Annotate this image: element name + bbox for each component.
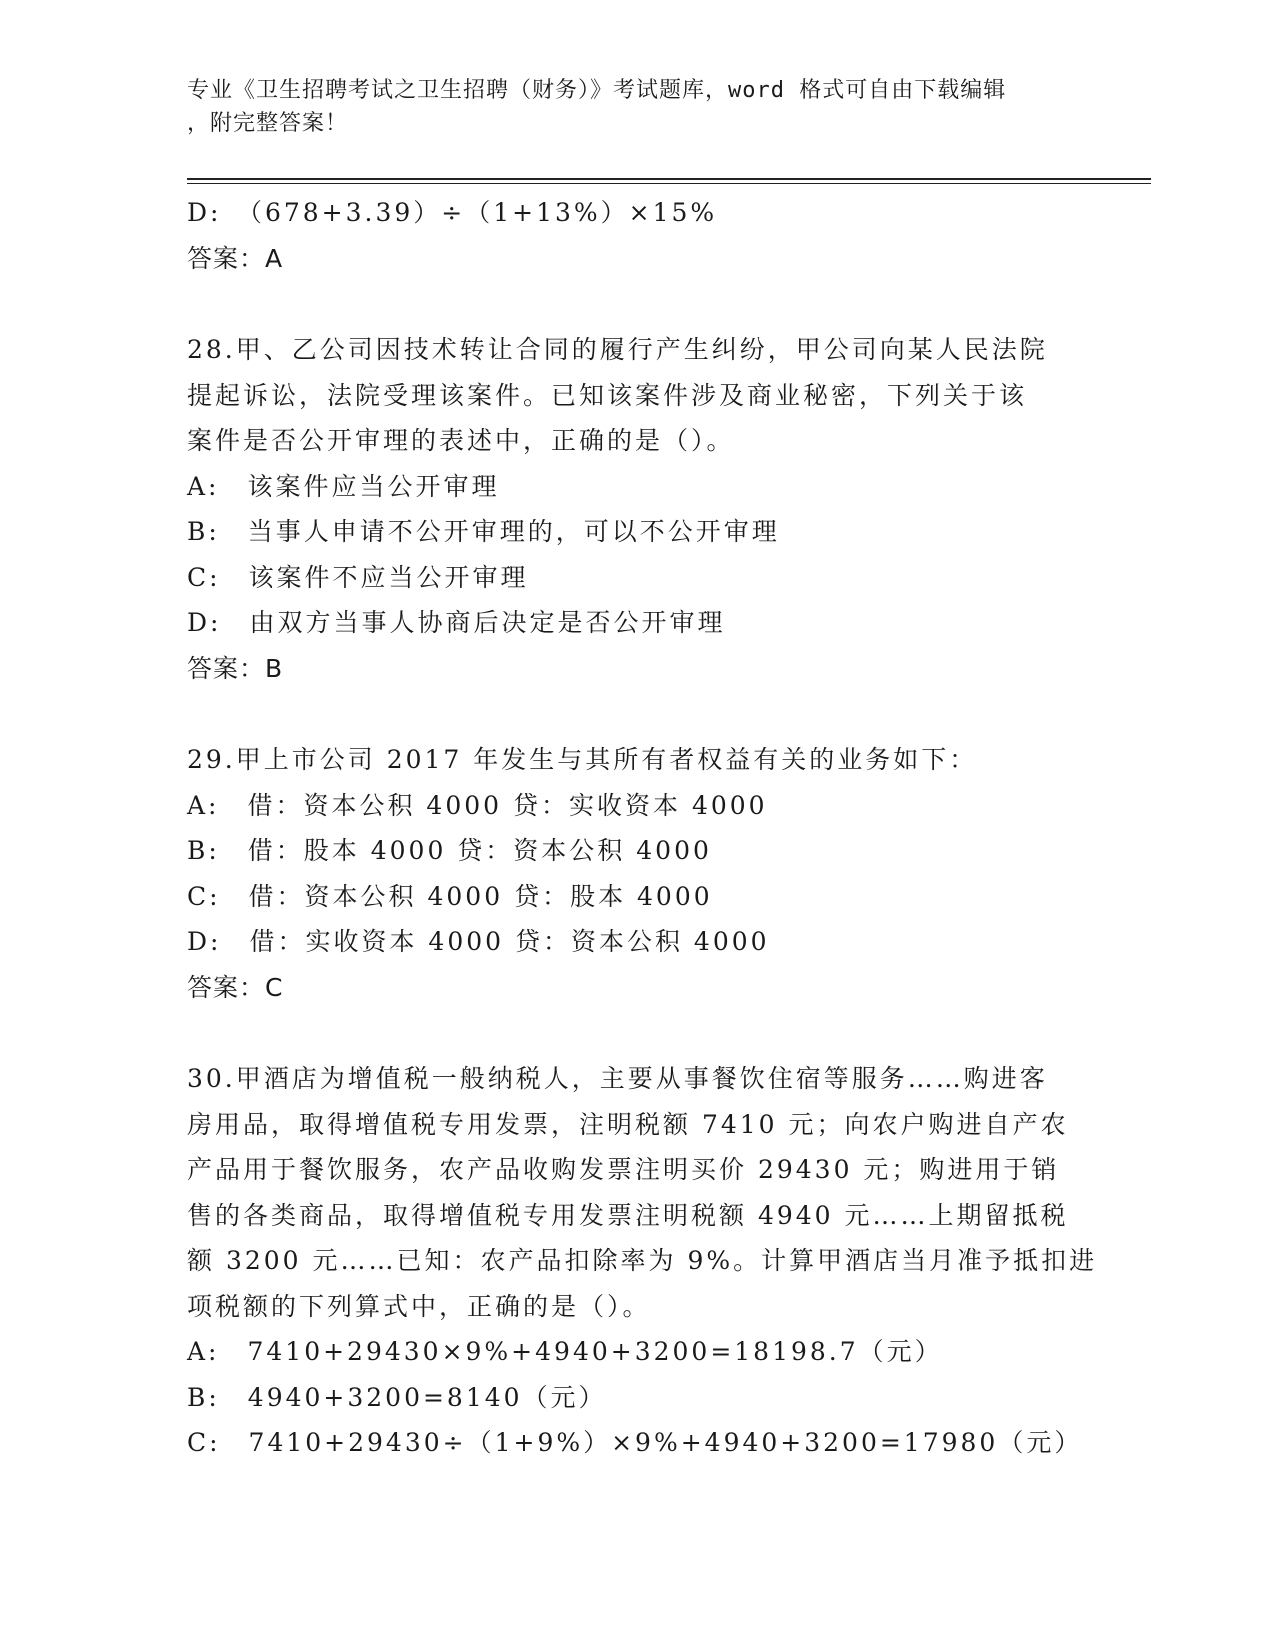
option-a: A: 借：资本公积 4000 贷：实收资本 4000 [187, 790, 768, 820]
question-30 [187, 1056, 1098, 1466]
question-text-line: 提起诉讼，法院受理该案件。已知该案件涉及商业秘密，下列关于该 [187, 380, 1028, 410]
document-body [187, 190, 1098, 1466]
question-text-line: 29.甲上市公司 2017 年发生与其所有者权益有关的业务如下： [187, 745, 978, 774]
header-rule-thin [187, 183, 1151, 184]
header-rule-thick [187, 178, 1151, 180]
option-d: D: 借：实收资本 4000 贷：资本公积 4000 [187, 927, 770, 956]
option-b: B: 借：股本 4000 贷：资本公积 4000 [187, 836, 712, 865]
answer-line: 答案：A [187, 243, 284, 273]
spacer [187, 1010, 1087, 1056]
option-a: A: 7410+29430×9%+4940+3200=18198.7（元） [187, 1337, 943, 1366]
question-29 [187, 737, 1087, 1010]
spacer [187, 691, 1087, 737]
option-b: B: 当事人申请不公开审理的，可以不公开审理 [187, 517, 780, 546]
question-text-line: 案件是否公开审理的表述中，正确的是（）。 [187, 426, 735, 455]
spacer [187, 281, 1087, 327]
option-d: D: 由双方当事人协商后决定是否公开审理 [187, 608, 726, 637]
answer-line: 答案：C [187, 972, 284, 1002]
question-28 [187, 327, 1087, 691]
question-text-line: 房用品，取得增值税专用发票，注明税额 7410 元；向农户购进自产农 [187, 1109, 1069, 1139]
option-c: C: 7410+29430÷（1+9%）×9%+4940+3200=17980（元） [187, 1428, 1083, 1457]
page-header [187, 74, 1087, 140]
option-c: C: 借：资本公积 4000 贷：股本 4000 [187, 881, 713, 911]
question-text-line: 项税额的下列算式中，正确的是（）。 [187, 1291, 651, 1321]
option-a: A: 该案件应当公开审理 [187, 471, 500, 501]
question-27-tail [187, 190, 1087, 281]
header-line-2: ，附完整答案！ [187, 111, 349, 136]
option-c: C: 该案件不应当公开审理 [187, 562, 529, 592]
header-line-1: 专业《卫生招聘考试之卫生招聘（财务）》考试题库，word 格式可自由下载编辑 [187, 78, 1007, 103]
question-text-line: 产品用于餐饮服务，农产品收购发票注明买价 29430 元；购进用于销 [187, 1155, 1060, 1184]
option-d: D: （678+3.39）÷（1+13%）×15% [187, 198, 718, 227]
question-text-line: 额 3200 元……已知：农产品扣除率为 9%。计算甲酒店当月准予抵扣进 [187, 1246, 1098, 1275]
question-text-line: 28.甲、乙公司因技术转让合同的履行产生纠纷，甲公司向某人民法院 [187, 335, 1048, 364]
question-text-line: 售的各类商品，取得增值税专用发票注明税额 4940 元……上期留抵税 [187, 1200, 1069, 1230]
question-text-line: 30.甲酒店为增值税一般纳税人，主要从事餐饮住宿等服务……购进客 [187, 1064, 1048, 1093]
answer-line: 答案：B [187, 653, 284, 683]
option-b: B: 4940+3200=8140（元） [187, 1382, 607, 1412]
